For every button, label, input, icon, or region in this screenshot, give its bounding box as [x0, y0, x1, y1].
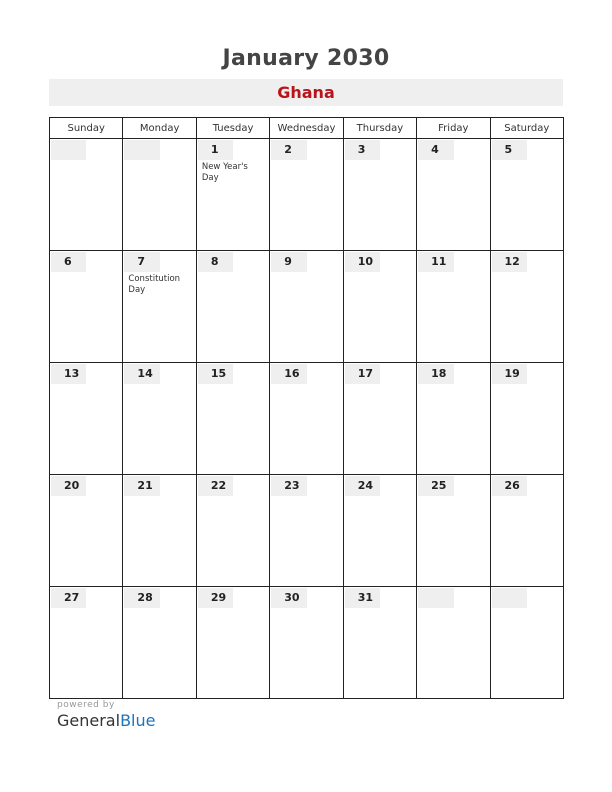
day-cell: [123, 587, 196, 699]
day-number: 18: [418, 364, 453, 384]
day-cell: [270, 475, 343, 587]
day-number: 8: [198, 252, 233, 272]
week-row: [50, 475, 564, 587]
week-row: [50, 363, 564, 475]
day-cell: [270, 139, 343, 251]
day-cell: [196, 363, 269, 475]
day-cell: [50, 139, 123, 251]
holiday-label: New Year's Day: [201, 162, 248, 183]
country-banner: [49, 79, 563, 106]
day-cell: [50, 363, 123, 475]
day-number: 1: [198, 140, 233, 160]
day-cell: [196, 139, 269, 251]
powered-by-text: powered by: [57, 700, 115, 710]
day-number: 26: [492, 476, 527, 496]
day-cell: [123, 475, 196, 587]
day-cell: [270, 251, 343, 363]
day-cell: [490, 363, 563, 475]
country-name: Ghana: [277, 83, 335, 102]
weekday-thursday: Thursday: [343, 118, 416, 139]
day-number: 27: [51, 588, 86, 608]
weekday-tuesday: Tuesday: [196, 118, 269, 139]
day-number: 5: [492, 140, 527, 160]
day-cell: [417, 139, 490, 251]
day-cell: [417, 475, 490, 587]
day-cell: [123, 139, 196, 251]
day-number: 3: [345, 140, 380, 160]
day-cell: [196, 475, 269, 587]
day-cell: [270, 587, 343, 699]
weekday-friday: Friday: [417, 118, 490, 139]
brand-logo: [57, 711, 155, 730]
day-number: 19: [492, 364, 527, 384]
day-number: 28: [124, 588, 159, 608]
day-cell: [417, 587, 490, 699]
day-number: 29: [198, 588, 233, 608]
day-number: 9: [271, 252, 306, 272]
day-cell: [343, 139, 416, 251]
brand-general: General: [57, 711, 121, 730]
day-cell: [196, 251, 269, 363]
day-number: 14: [124, 364, 159, 384]
day-number: 16: [271, 364, 306, 384]
page-title: January 2030: [222, 46, 390, 71]
day-number: 20: [51, 476, 86, 496]
weekday-sunday: Sunday: [50, 118, 123, 139]
day-number: 25: [418, 476, 453, 496]
footer: [57, 700, 155, 730]
day-cell: [196, 587, 269, 699]
day-cell: [490, 251, 563, 363]
day-cell: [343, 587, 416, 699]
day-number: [124, 140, 159, 160]
weekday-monday: Monday: [123, 118, 196, 139]
holiday-label: Constitution Day: [128, 274, 181, 295]
day-number: 2: [271, 140, 306, 160]
day-cell: [270, 363, 343, 475]
day-cell: [50, 475, 123, 587]
day-number: 22: [198, 476, 233, 496]
week-row: [50, 139, 564, 251]
day-number: 21: [124, 476, 159, 496]
day-number: 12: [492, 252, 527, 272]
day-number: 31: [345, 588, 380, 608]
day-cell: [343, 363, 416, 475]
day-number: 24: [345, 476, 380, 496]
weekday-header-row: [50, 118, 564, 139]
day-cell: [50, 251, 123, 363]
day-number: 4: [418, 140, 453, 160]
day-number: [51, 140, 86, 160]
brand-blue: Blue: [120, 711, 156, 730]
day-number: [418, 588, 453, 608]
week-row: [50, 587, 564, 699]
day-cell: [343, 251, 416, 363]
day-cell: [417, 251, 490, 363]
day-cell: [123, 363, 196, 475]
day-number: [492, 588, 527, 608]
day-cell: [343, 475, 416, 587]
day-number: 30: [271, 588, 306, 608]
day-number: 23: [271, 476, 306, 496]
day-cell: [50, 587, 123, 699]
day-cell: [417, 363, 490, 475]
day-number: 11: [418, 252, 453, 272]
week-row: [50, 251, 564, 363]
day-cell: [490, 475, 563, 587]
day-number: 6: [51, 252, 86, 272]
weekday-saturday: Saturday: [490, 118, 563, 139]
day-number: 13: [51, 364, 86, 384]
day-number: 15: [198, 364, 233, 384]
day-number: 7: [124, 252, 159, 272]
day-number: 10: [345, 252, 380, 272]
day-cell: [123, 251, 196, 363]
day-cell: [490, 587, 563, 699]
day-cell: [490, 139, 563, 251]
day-number: 17: [345, 364, 380, 384]
calendar-grid: [49, 117, 564, 699]
weekday-wednesday: Wednesday: [270, 118, 343, 139]
